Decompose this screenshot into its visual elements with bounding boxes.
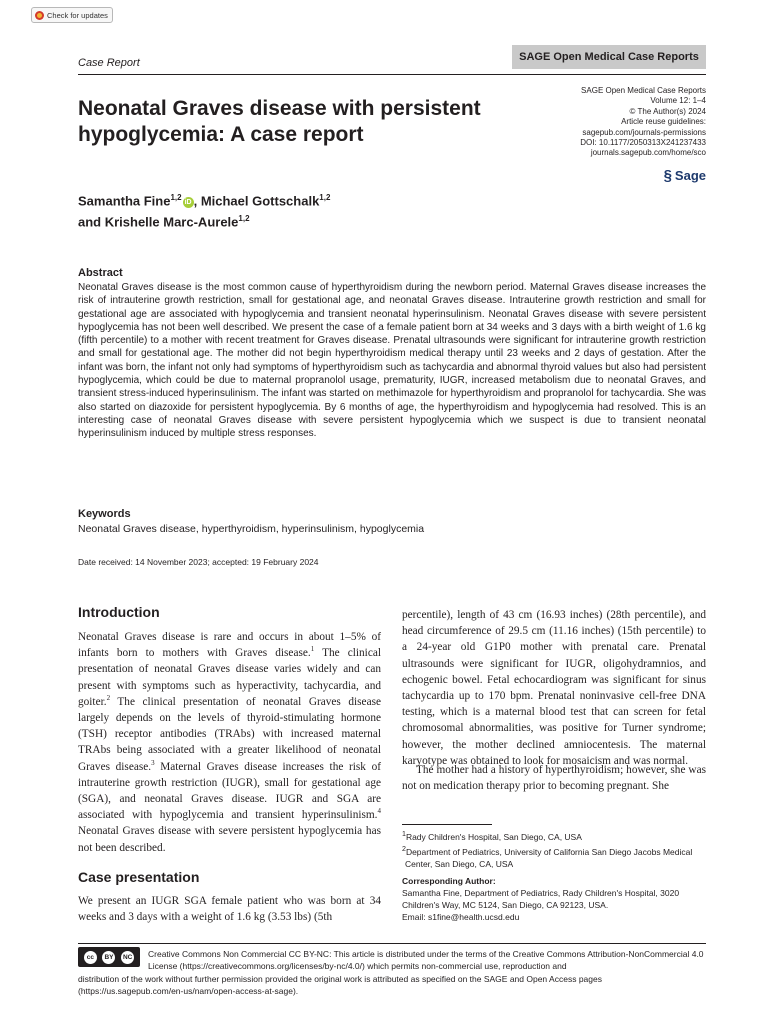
article-metadata	[580, 86, 706, 159]
introduction-paragraph: Neonatal Graves disease is rare and occurs in about 1–5% of infants born to mothers with Graves disease.$^1$ The clinical presentation of neonatal Graves disease varies widely and can present with symptoms such as hyperactivity, tachycardia, and goiter.$^2$ The clinical presentation of neonatal Graves disease largely depends on the levels of thyroid-stimulating hormone (TSH) receptor antibodies (TRAbs) with increased maternal TRAbs being associated with a greater likelihood of neonatal Graves disease.$^3$ Maternal Graves disease increases the risk of intrauterine growth restriction (IUGR), small for gestational age (SGA), and neonatal Graves disease. IUGR and SGA are associated with hypoglycemia and transient hyperinsulinism.$^4$ Neonatal Graves disease with severe persistent hypoglycemia has not been described.	[78, 631, 381, 854]
meta-journal-link[interactable]: journals.sagepub.com/home/sco	[590, 148, 706, 158]
meta-doi[interactable]: DOI: 10.1177/2050313X241237433	[580, 138, 706, 148]
meta-reuse: Article reuse guidelines:	[621, 117, 706, 127]
license-text-2: distribution of the work without further permission provided the original work is attributed as specified on the SAGE and Open Access pages (https://us.sagepub.com/en-us/nam/open-access-at-sage).	[78, 974, 602, 997]
case-paragraph-continued: percentile), length of 43 cm (16.93 inches) (28th percentile), and head circumference of 29.5 cm (11.16 inches) (15th percentile) to a 24-year old G1P0 mother with prenatal care. Prenatal ultrasounds were significant for IUGR, oligohydramnios, and echogenic bowel. Fetal echocardiogram was significant for sinus tachycardia up to 170 bpm. Prenatal noninvasive cell-free DNA testing, which is a maternal blood test that can screen for fetal chromosomal abnormalities, was positive for Turner syndrome; however, the mother declined amniocentesis. The maternal karyotype was obtained to look for mosaicism and was normal.	[402, 609, 706, 767]
corresponding-heading: Corresponding Author:	[402, 876, 496, 886]
author-list	[78, 189, 508, 232]
corresponding-author	[402, 875, 706, 923]
license-rule	[78, 943, 706, 944]
corresponding-email[interactable]: Email: s1fine@health.ucsd.edu	[402, 912, 520, 922]
case-presentation-heading: Case presentation	[78, 869, 200, 885]
author-3: and Krishelle Marc-Aurele	[78, 214, 239, 230]
keywords-text: Neonatal Graves disease, hyperthyroidism, hyperinsulinism, hypoglycemia	[78, 523, 425, 535]
license-text-1: Creative Commons Non Commercial CC BY-NC: This article is distributed under the terms of the Creative Commons Attribution-NonCommercial 4.0 License (https://creativecommons.org/licenses/by-nc/4.0/) which permits non-commercial use, reproduction and	[148, 949, 704, 972]
footnote-rule	[402, 824, 492, 825]
affiliation-2: $^2$Department of Pediatrics, University of California San Diego Jacobs Medical Center, San Diego, CA, USA	[402, 844, 693, 869]
author-1-affiliation: 1,2	[170, 193, 182, 202]
crossmark-icon	[35, 11, 44, 20]
by-icon: BY	[102, 951, 115, 964]
abstract-heading: Abstract	[78, 267, 123, 279]
nc-icon: NC	[121, 951, 134, 964]
sage-logo	[664, 167, 706, 184]
citation-2[interactable]: 2	[106, 694, 111, 703]
meta-copyright: © The Author(s) 2024	[629, 106, 706, 116]
sage-logo-text: Sage	[674, 168, 706, 183]
check-for-updates-badge[interactable]	[31, 7, 113, 23]
affiliation-1: $^1$Rady Children's Hospital, San Diego, CA, USA	[402, 830, 582, 842]
corresponding-address: Samantha Fine, Department of Pediatrics, Rady Children's Hospital, 3020 Children's Way, MC 5124, San Diego, CA 92123, USA.	[402, 888, 680, 910]
meta-permissions-link[interactable]: sagepub.com/journals-permissions	[582, 127, 706, 137]
mother-history-paragraph: The mother had a history of hyperthyroidism; however, she was not on medication therapy prior to becoming pregnant. She	[402, 764, 706, 793]
citation-4[interactable]: 4	[377, 807, 381, 816]
meta-journal: SAGE Open Medical Case Reports	[581, 86, 706, 95]
citation-1[interactable]: 1	[310, 645, 315, 654]
orcid-icon[interactable]: iD	[184, 199, 192, 207]
author-2: , Michael Gottschalk	[193, 193, 320, 209]
check-for-updates-label: Check for updates	[47, 10, 108, 20]
sage-s-icon: §	[663, 167, 672, 184]
cc-icon: cc	[84, 951, 97, 964]
article-type-label: Case Report	[78, 57, 140, 69]
cc-by-nc-badge[interactable]	[78, 947, 140, 967]
journal-name-box: SAGE Open Medical Case Reports	[512, 45, 706, 69]
abstract-text: Neonatal Graves disease is the most common cause of hyperthyroidism during the newborn period. Maternal Graves disease increases the risk of intrauterine growth restriction, small for gestational age, and neonatal Graves disease. Intrauterine growth restriction and small for gestational age are associated with hypoglycemia and transient neonatal hyperinsulinism. Neonatal Graves disease with severe persistent hypoglycemia has not been well described. We present the case of a female patient born at 34 weeks and 3 days with a birth weight of 1.6 kg (fifth percentile) to a mother with recent treatment for Graves disease. Prenatal ultrasounds were significant for intrauterine growth restriction and small for gestational age. The mother did not begin hyperthyroidism medical therapy until 23 weeks and 2 days of gestation. After the infant was born, the infant not only had symptoms of hyperthyroidism such as tachycardia and abnormal thyroid values but also had persistent hypoglycemia, which could be due to maternal propranolol usage, prematurity, IUGR, increased metabolism due to neonatal Graves, and transient stress-induced hyperinsulinism. The infant was started on methimazole for hyperthyroidism and propranolol for tachycardia. She was also started on diazoxide for persistent hypoglycemia. By 6 months of age, the hyperthyroidism and hypoglycemia had resolved. This is an interesting case of neonatal Graves disease with severe persistent hypoglycemia which we suspect is due to transient neonatal hyperinsulinism induced by multiple stress responses.	[78, 282, 706, 440]
article-title: Neonatal Graves disease with persistent hypoglycemia: A case report	[78, 97, 481, 146]
citation-3[interactable]: 3	[151, 758, 155, 767]
introduction-heading: Introduction	[78, 604, 160, 620]
date-received: Date received: 14 November 2023; accepted: 19 February 2024	[78, 557, 319, 567]
meta-volume: Volume 12: 1–4	[650, 96, 706, 106]
author-1: Samantha Fine	[78, 193, 171, 209]
author-3-affiliation: 1,2	[238, 214, 250, 224]
author-2-affiliation: 1,2	[319, 193, 331, 202]
header-rule	[78, 74, 706, 75]
keywords-heading: Keywords	[78, 508, 131, 520]
affiliations	[402, 828, 706, 870]
case-paragraph: We present an IUGR SGA female patient who was born at 34 weeks and 3 days with a weight of 1.6 kg (3.53 lbs) (5th	[78, 895, 381, 924]
